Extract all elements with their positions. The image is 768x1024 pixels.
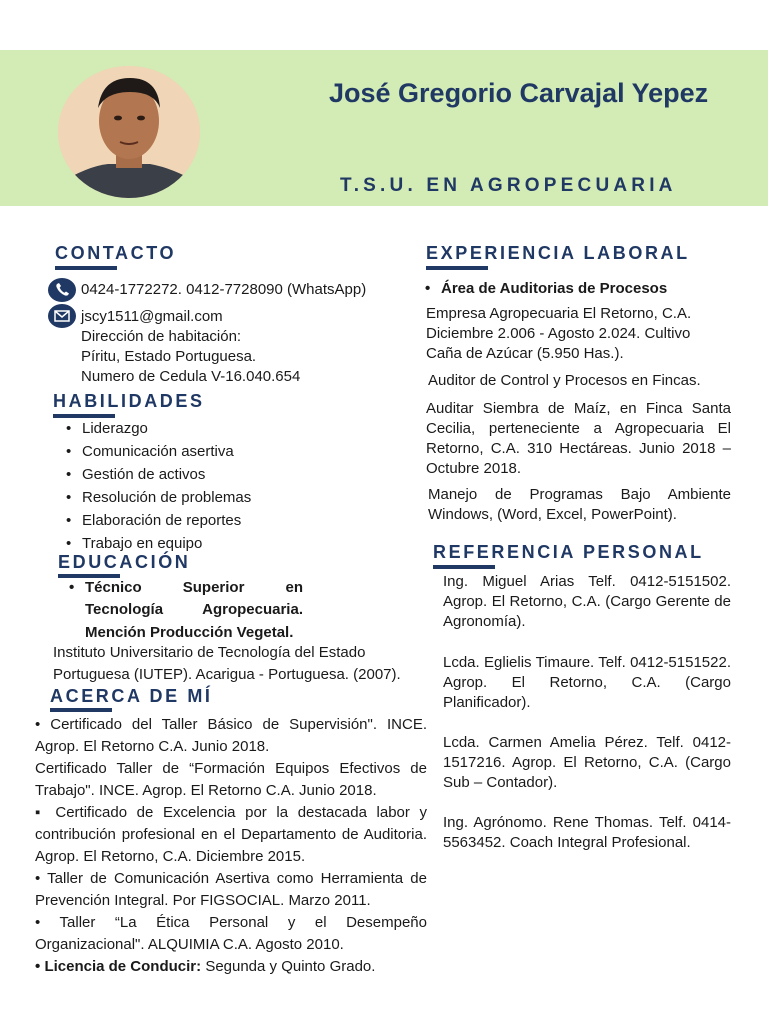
contact-address: Píritu, Estado Portuguesa. [81,348,257,365]
experience-heading: EXPERIENCIA LABORAL [426,243,690,263]
skill-item: • Gestión de activos [62,463,251,486]
about-item: ▪ Certificado de Excelencia por la destacada labor y contribución profesional en el Departamento de Auditoria. Agrop. El Retorno, C.A. Diciembre 2015. [35,804,427,865]
skill-item: • Elaboración de reportes [62,509,251,532]
skill-item: • Comunicación asertiva [62,440,251,463]
references-heading-rule [433,565,495,569]
about-body [35,714,427,978]
experience-task1: Auditar Siembra de Maíz, en Finca Santa Cecilia, perteneciente a Agropecuaria El Retorno, C.A. 310 Hectáreas. Junio 2018 – Octubre 2018. [426,400,731,477]
mail-icon [48,304,76,328]
education-degree-line3: Mención Producción Vegetal. [85,624,294,641]
skill-item: • Resolución de problemas [62,486,251,509]
contact-id: Numero de Cedula V-16.040.654 [81,368,301,385]
about-heading: ACERCA DE MÍ [50,686,213,706]
about-item-license [35,956,427,978]
candidate-title: T.S.U. EN AGROPECUARIA [340,175,677,196]
skills-list [62,417,251,555]
education-institution-line2: Portuguesa (IUTEP). Acarigua - Portuguesa. (2007). [53,666,401,683]
contact-heading-rule [55,266,117,270]
education-bullet: • [69,579,75,596]
education-degree-line1: Técnico Superior en [85,579,303,596]
experience-role: • Área de Auditorias de Procesos [421,277,667,300]
about-license-value: Segunda y Quinto Grado. [205,958,376,975]
profile-photo [58,66,200,198]
about-item: • Taller de Comunicación Asertiva como Herramienta de Prevención Integral. Por FIGSOCIAL. Marzo 2011. [35,870,427,909]
contact-phone: 0424-1772272. 0412-7728090 (WhatsApp) [81,281,367,298]
contact-address-label: Dirección de habitación: [81,328,242,345]
skill-item: • Trabajo en equipo [62,532,251,555]
reference-item: Lcda. Carmen Amelia Pérez. Telf. 0412-1517216. Agrop. El Retorno, C.A. (Cargo Sub – Contador). [443,734,731,791]
skill-item: • Liderazgo [62,417,251,440]
about-heading-rule [50,708,112,712]
experience-company: Empresa Agropecuaria El Retorno, C.A. Diciembre 2.006 - Agosto 2.024. Cultivo Caña de Azúcar (5.950 Has.). [426,305,692,362]
references-heading: REFERENCIA PERSONAL [433,542,704,562]
about-item: Certificado Taller de “Formación Equipos Efectivos de Trabajo". INCE. Agrop. El Retorno C.A. Junio 2018. [35,760,427,799]
experience-role-list [421,277,667,300]
skills-heading: HABILIDADES [53,391,205,411]
about-item: • Taller “La Ética Personal y el Desempeño Organizacional". ALQUIMIA C.A. Agosto 2010. [35,914,427,953]
contact-heading: CONTACTO [55,243,177,263]
reference-item: Ing. Agrónomo. Rene Thomas. Telf. 0414-5563452. Coach Integral Profesional. [443,814,731,851]
about-item: • Certificado del Taller Básico de Supervisión". INCE. Agrop. El Retorno C.A. Junio 2018. [35,716,427,755]
candidate-name: José Gregorio Carvajal Yepez [329,78,709,108]
reference-item: Lcda. Eglielis Timaure. Telf. 0412-5151522. Agrop. El Retorno, C.A. (Cargo Planificador). [443,654,731,711]
experience-position: Auditor de Control y Procesos en Fincas. [428,372,701,389]
contact-email: jscy1511@gmail.com [81,308,223,325]
education-institution-line1: Instituto Universitario de Tecnología del Estado [53,644,366,661]
education-degree-line2: Tecnología Agropecuaria. [85,601,303,618]
experience-heading-rule [426,266,488,270]
reference-item: Ing. Miguel Arias Telf. 0412-5151502. Agrop. El Retorno, C.A. (Cargo Gerente de Agronomía). [443,573,731,630]
about-license-bullet: • [35,958,41,975]
education-heading: EDUCACIÓN [58,552,191,572]
about-license-label: Licencia de Conducir: [44,958,202,975]
experience-task2: Manejo de Programas Bajo Ambiente Windows, (Word, Excel, PowerPoint). [428,486,731,523]
phone-icon [48,278,76,302]
